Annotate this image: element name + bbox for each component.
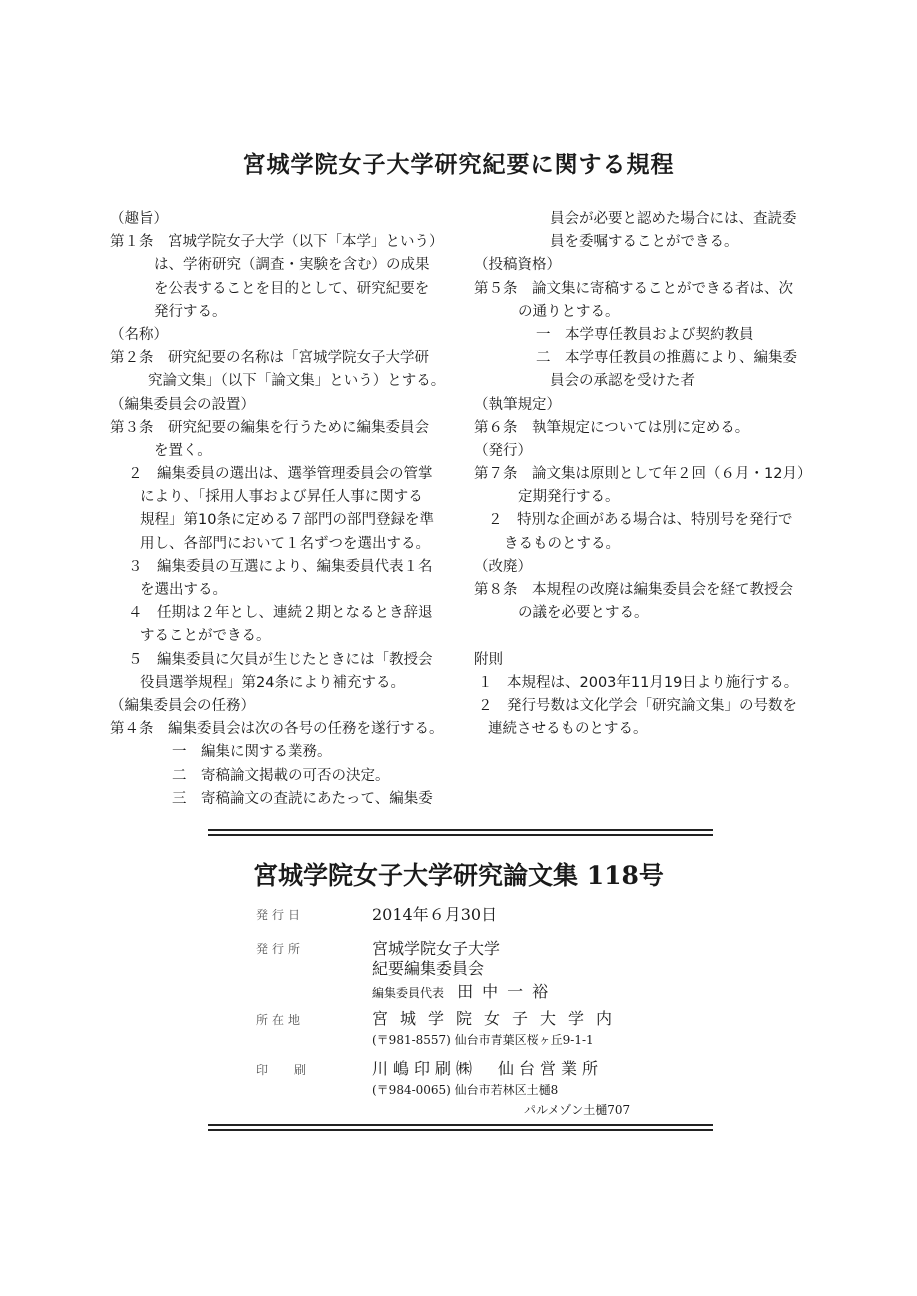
regulation-line: 第４条 編集委員会は次の各号の任務を遂行する。 [110, 721, 444, 738]
regulation-line: 三 寄稿論文の査読にあたって、編集委 [172, 790, 433, 807]
regulation-line: 員会が必要と認めた場合には、査読委 [550, 211, 797, 227]
regulation-line: 一 本学専任教員および契約教員 [536, 326, 754, 343]
regulation-line: ２ 発行号数は文化学会「研究論文集」の号数を [478, 697, 797, 714]
publisher-committee: 紀要編集委員会 [372, 959, 485, 978]
document-title: 宮城学院女子大学研究紀要に関する規程 [242, 152, 675, 178]
representative-name: 田中一裕 [457, 982, 558, 1001]
regulation-line: することができる。 [140, 628, 271, 645]
printer-address: (〒984-0065) 仙台市若林区土樋8 [372, 1083, 559, 1097]
regulation-line: 附則 [474, 651, 503, 668]
regulation-line: を選出する。 [140, 582, 227, 598]
regulation-line: ２ 特別な企画がある場合は、特別号を発行で [488, 512, 793, 529]
representative-row [372, 979, 557, 1002]
printer-building: パルメゾン土樋707 [524, 1103, 631, 1117]
regulation-line: 員会の承認を受けた者 [550, 373, 695, 390]
regulation-line: （名称） [110, 326, 168, 343]
regulation-line: ４ 任期は２年とし、連続２期となるとき辞退 [128, 605, 433, 622]
regulation-line: 第２条 研究紀要の名称は「宮城学院女子大学研 [110, 350, 429, 367]
regulation-line: 規程」第10条に定める７部門の部門登録を準 [140, 512, 434, 529]
regulation-line: の議を必要とする。 [518, 605, 649, 622]
regulations-right-column [474, 208, 819, 741]
regulations-left-column [110, 208, 455, 811]
regulation-line: （投稿資格） [474, 257, 561, 274]
regulation-line: 第５条 論文集に寄稿することができる者は、次 [474, 280, 793, 297]
regulation-line: 第８条 本規程の改廃は編集委員会を経て教授会 [474, 582, 793, 598]
regulation-line: ３ 編集委員の互選により、編集委員代表１名 [128, 558, 433, 575]
regulation-line: により、「採用人事および昇任人事に関する [140, 489, 423, 506]
printer-label: 印刷 [256, 1063, 333, 1077]
regulation-line: （発行） [474, 442, 532, 459]
regulation-line: （趣旨） [110, 211, 168, 227]
regulation-line: 定期発行する。 [518, 489, 620, 506]
address-institution: 宮城学院女子大学内 [372, 1009, 625, 1028]
representative-title: 編集委員代表 [372, 986, 445, 1000]
regulation-line: きるものとする。 [504, 535, 620, 552]
regulation-line: 二 寄稿論文掲載の可否の決定。 [172, 767, 390, 784]
regulation-line: 二 本学専任教員の推薦により、編集委 [536, 350, 797, 367]
issue-date: 2014年６月30日 [372, 905, 498, 924]
regulation-line: （改廃） [474, 558, 532, 575]
regulation-line: 第３条 研究紀要の編集を行うために編集委員会 [110, 419, 429, 436]
regulation-line: （執筆規定） [474, 396, 561, 413]
regulation-line: 発行する。 [154, 303, 227, 320]
regulation-line: 第７条 論文集は原則として年２回（６月・12月） [474, 466, 812, 483]
regulation-line: 一 編集に関する業務。 [172, 744, 332, 761]
regulation-line: （編集委員会の任務） [110, 697, 255, 714]
regulation-line: （編集委員会の設置） [110, 396, 255, 413]
regulation-line: は、学術研究（調査・実験を含む）の成果 [154, 257, 430, 274]
printer-name: 川嶋印刷㈱ 仙台営業所 [372, 1059, 604, 1078]
regulation-line: 第６条 執筆規定については別に定める。 [474, 419, 750, 436]
regulation-line: 役員選挙規程」第24条により補充する。 [140, 674, 405, 691]
regulation-line: １ 本規程は、2003年11月19日より施行する。 [478, 674, 799, 691]
regulation-line: 員を委嘱することができる。 [550, 234, 739, 251]
regulation-line: 第１条 宮城学院女子大学（以下「本学」という） [110, 234, 444, 251]
colophon-title: 宮城学院女子大学研究論文集 118号 [253, 861, 664, 890]
regulation-line: を置く。 [154, 442, 212, 459]
address-label: 所在地 [256, 1013, 305, 1027]
regulation-line: 連続させるものとする。 [488, 721, 648, 738]
regulation-line: の通りとする。 [518, 303, 620, 320]
publisher-label: 発行所 [256, 942, 305, 956]
colophon-bottom-rule [208, 1124, 713, 1131]
regulation-line: ２ 編集委員の選出は、選挙管理委員会の管掌 [128, 466, 433, 483]
issue-date-label: 発行日 [256, 908, 305, 922]
regulation-line: を公表することを目的として、研究紀要を [154, 280, 430, 297]
regulation-line: 究論文集」（以下「論文集」という）とする。 [148, 373, 446, 390]
publisher-name: 宮城学院女子大学 [372, 939, 501, 958]
address-detail: (〒981-8557) 仙台市青葉区桜ヶ丘9-1-1 [372, 1033, 594, 1047]
regulation-line: 用し、各部門において１名ずつを選出する。 [140, 535, 430, 552]
colophon-top-rule [208, 829, 713, 836]
regulation-line: ５ 編集委員に欠員が生じたときには「教授会 [128, 651, 433, 668]
